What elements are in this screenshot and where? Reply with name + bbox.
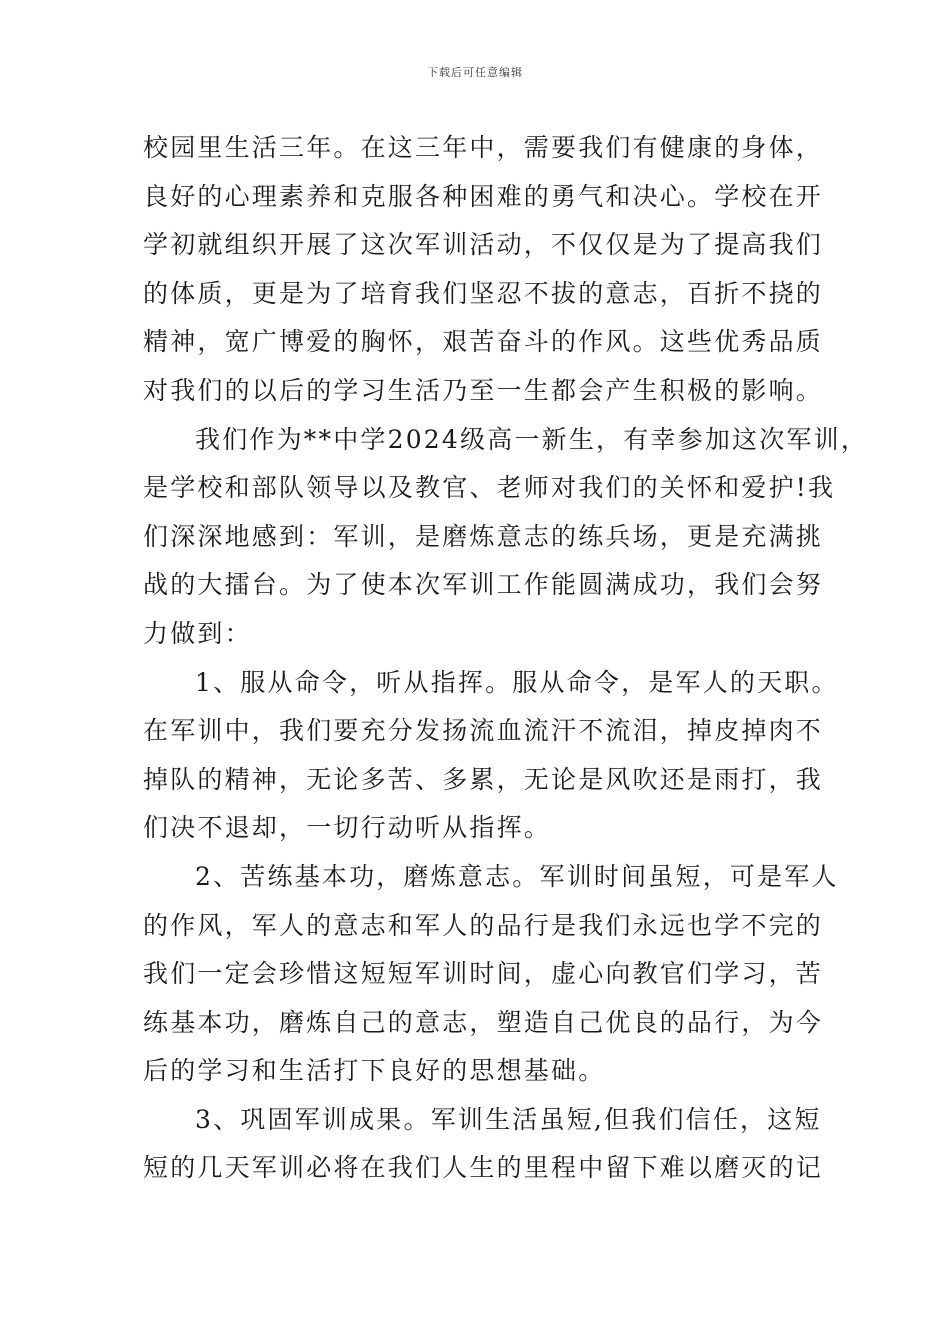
page-header: 下载后可任意编辑: [427, 66, 523, 79]
text-line: 我们一定会珍惜这短短军训时间，虚心向教官们学习，苦: [143, 959, 824, 989]
text-line: 们决不退却，一切行动听从指挥。: [143, 813, 552, 843]
text-line: 在军训中，我们要充分发扬流血流汗不流泪，掉皮掉肉不: [143, 716, 824, 746]
paragraph-start-line: 1、服从命令，听从指挥。服从命令，是军人的天职。: [195, 667, 839, 697]
document-body: [143, 124, 869, 1193]
paragraph-start-line: 2、苦练基本功，磨炼意志。军训时间虽短，可是军人: [195, 861, 839, 891]
text-line: 们深深地感到：军训，是磨炼意志的练兵场，更是充满挑: [143, 521, 824, 551]
text-line: 精神，宽广博爱的胸怀，艰苦奋斗的作风。这些优秀品质: [143, 327, 824, 357]
text-line: 后的学习和生活打下良好的思想基础。: [143, 1056, 606, 1086]
text-line: 学初就组织开展了这次军训活动，不仅仅是为了提高我们: [143, 230, 824, 260]
text-line: 的作风，军人的意志和军人的品行是我们永远也学不完的: [143, 910, 824, 940]
text-line: 战的大擂台。为了使本次军训工作能圆满成功，我们会努: [143, 570, 824, 600]
text-line: 校园里生活三年。在这三年中，需要我们有健康的身体，: [143, 133, 824, 162]
text-line: 力做到：: [143, 618, 252, 648]
text-line: 练基本功，磨炼自己的意志，塑造自己优良的品行，为今: [143, 1007, 824, 1037]
text-line: 对我们的以后的学习生活乃至一生都会产生积极的影响。: [143, 375, 824, 405]
text-line: 掉队的精神，无论多苦、多累，无论是风吹还是雨打，我: [143, 764, 824, 794]
text-line: 短的几天军训必将在我们人生的里程中留下难以磨灭的记: [143, 1153, 824, 1183]
paragraph-start-line: 3、巩固军训成果。军训生活虽短,但我们信任，这短: [195, 1104, 822, 1134]
paragraph-start-line: 我们作为**中学2024级高一新生，有幸参加这次军训，: [195, 424, 869, 454]
text-line: 是学校和部队领导以及教官、老师对我们的关怀和爱护!我: [143, 473, 836, 503]
text-line: 良好的心理素养和克服各种困难的勇气和决心。学校在开: [143, 181, 824, 211]
text-line: 的体质，更是为了培育我们坚忍不拔的意志，百折不挠的: [143, 278, 824, 308]
